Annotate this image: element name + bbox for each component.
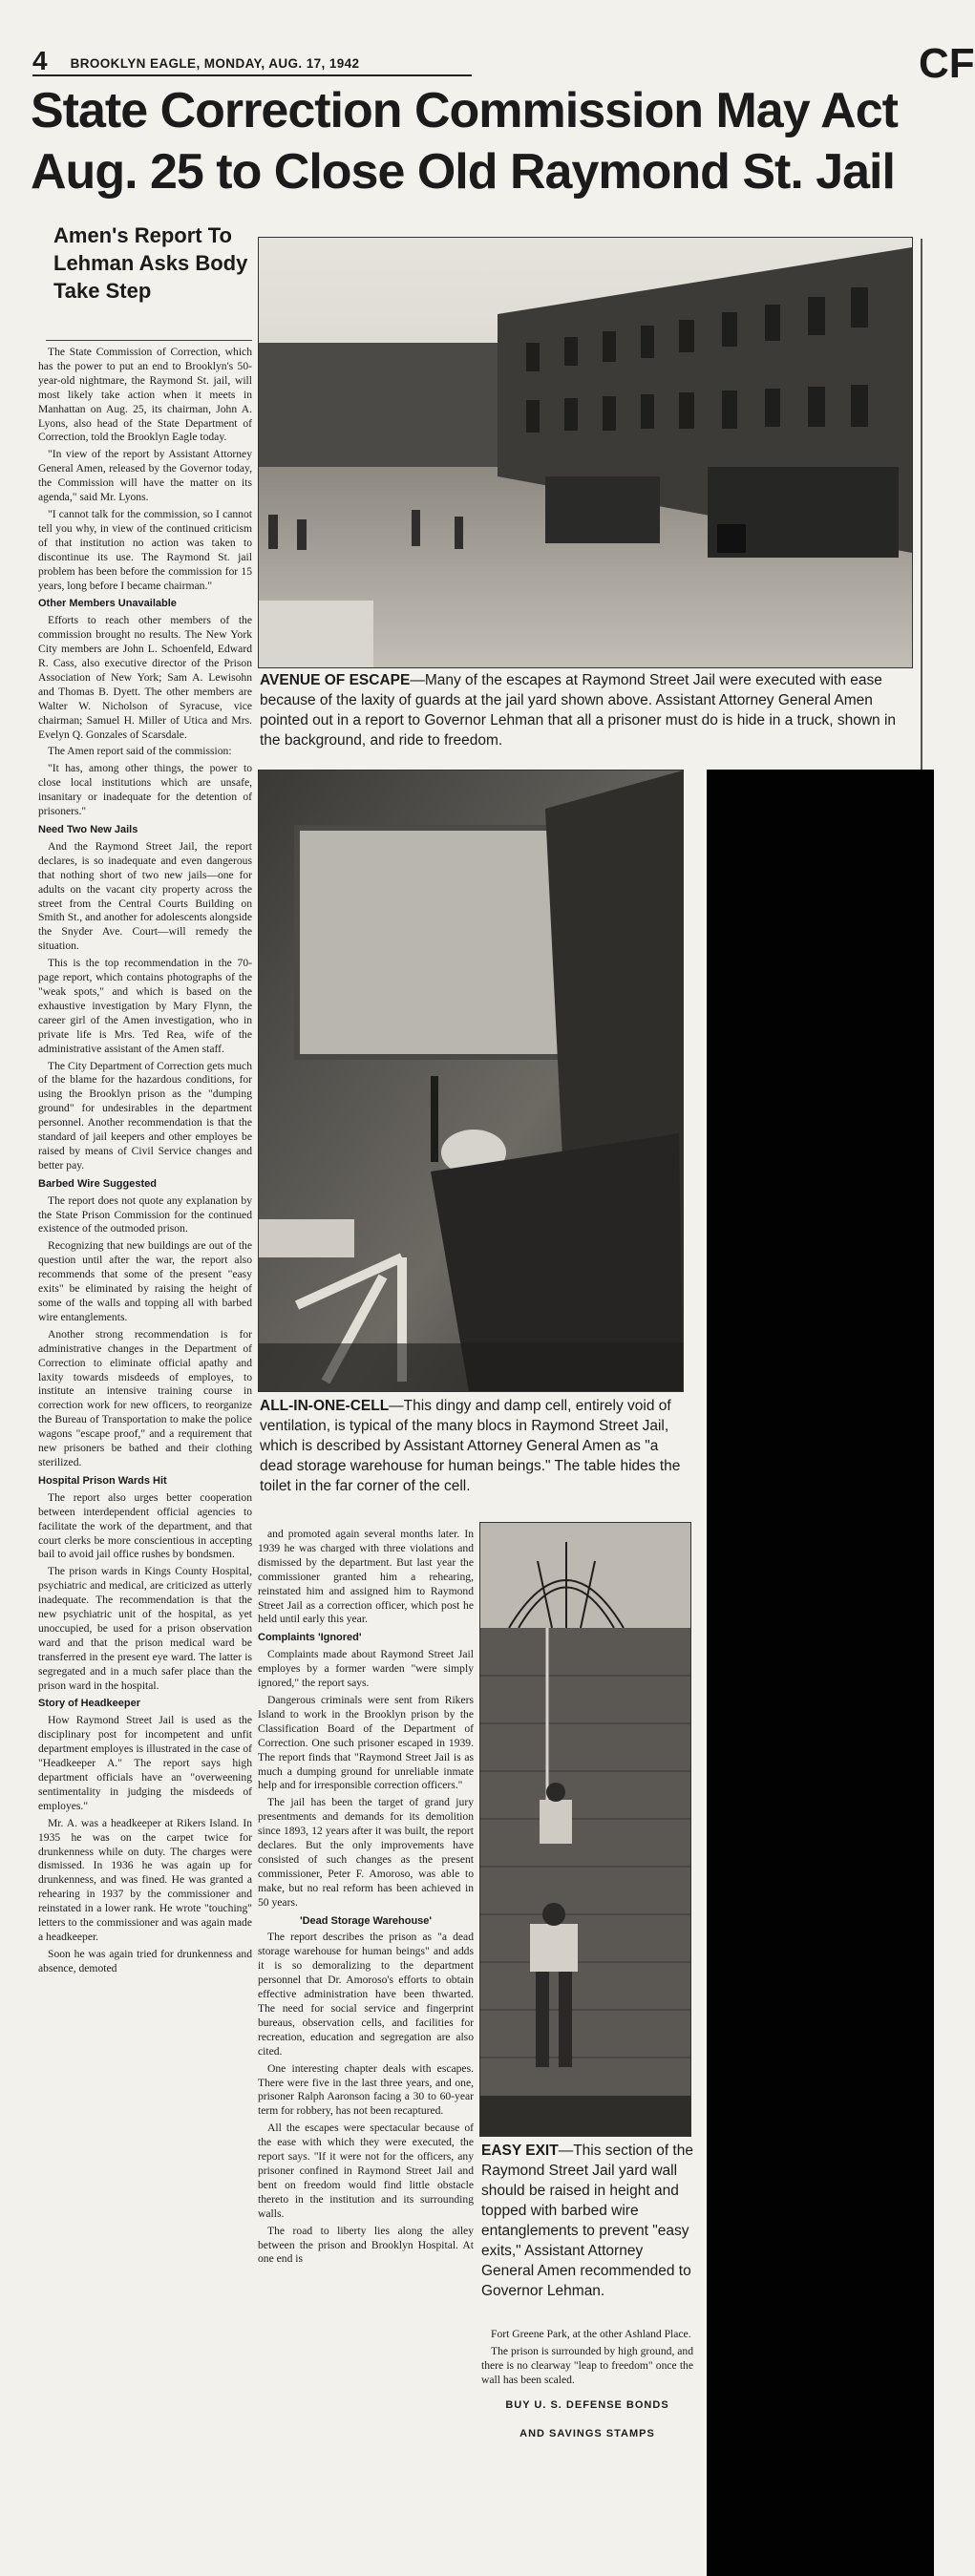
paragraph: And the Raymond Street Jail, the report declares, is so inadequate and even dangerous that nothing short of two new jails—one for adults on the vacant city property across the street from the Central Courts Building on Smith St., and another for adolescents alongside the Snyder Ave. Court—will remedy the situation. — [38, 839, 252, 953]
subhead: Need Two New Jails — [38, 824, 138, 835]
paragraph: Mr. A. was a headkeeper at Rikers Island. In 1935 he was on the carpet twice for drunkenness while on duty. The charges were dismissed. In 1936 he was again up for drunkenness, and was fined. He was granted a rehearing in 1937 by the commissioner and reinstated in a lower rank. He wrote "touching" letters to the commissioner and was again made a headkeeper. — [38, 1816, 252, 1943]
caption-lead: AVENUE OF ESCAPE — [260, 672, 411, 688]
folio-line: BROOKLYN EAGLE, MONDAY, AUG. 17, 1942 — [70, 56, 360, 71]
caption-text: —Many of the escapes at Raymond Street Jail were executed with ease because of the laxity of guards at the jail yard shown above. Assistant Attorney General Amen pointed out in a report to Governor Lehman that all a prisoner must do is hide in a truck, shown in the background, and ride to freedom. — [260, 672, 897, 749]
page-number: 4 — [32, 46, 48, 75]
paragraph: The State Commission of Correction, which has the power to put an end to Brooklyn's 50-year-old nightmare, the Raymond St. jail, will most likely take action when it meets in Manhattan on Aug. 25, its chairman, John A. Lyons, also head of the State Department of Correction, told the Brooklyn Eagle today. — [38, 346, 252, 444]
headline-line-2: Aug. 25 to Close Old Raymond St. Jail — [31, 144, 895, 200]
paragraph: Complaints made about Raymond Street Jail employes by a former warden "were simply ignored," the report says. — [258, 1648, 474, 1690]
deck-headline: Amen's Report To Lehman Asks Body Take Step — [53, 223, 248, 303]
bonds-line-2: AND SAVINGS STAMPS — [519, 2427, 655, 2439]
paragraph: Dangerous criminals were sent from Rikers Island to work in the Brooklyn prison by the Classification Board of the Department of Correction. One such prisoner escaped in 1939. The report finds that "Raymond Street Jail is as much a dumping ground for unreliable inmate help and for irresponsible correction officers." — [258, 1693, 474, 1792]
photo-caption-exit — [481, 2141, 693, 2301]
paragraph: "I cannot talk for the commission, so I cannot tell you why, in view of the continued criticism of that institution no action was taken to discontinue its use. The Raymond St. jail problem has been before the commission for 15 years, long before I became chairman." — [38, 507, 252, 592]
dark-margin-panel — [707, 770, 934, 2576]
paragraph: The jail has been the target of grand jury presentments and demands for its demolition since 1893, 12 years after it was built, the report declares. But the only improvements have consisted of such changes as the present commissioner, Peter F. Amoroso, was able to make, but no real reform has been achieved in 50 years. — [258, 1796, 474, 1909]
paragraph: Recognizing that new buildings are out of the question until after the war, the report also recommends that some of the present "easy exits" be eliminated by raising the height of some of the walls and topping all with barbed wire entanglements. — [38, 1239, 252, 1323]
subhead: Barbed Wire Suggested — [38, 1177, 157, 1190]
paragraph: Efforts to reach other members of the commission brought no results. The New York City members are John L. Schoenfeld, Edward R. Cass, also executive director of the Prison Association of New York; Sam A. Lewisohn and Thomas B. Dyett. The other members are Walter W. Nicholson of Syracuse, vice chairman; Samuel H. Miller of Utica and Mrs. Evelyn Q. Gonzales of Scarsdale. — [38, 614, 252, 741]
photo-caption-cell — [260, 1396, 686, 1496]
photo-caption-escape — [260, 670, 909, 750]
subhead: Hospital Prison Wards Hit — [38, 1474, 167, 1487]
paragraph: The prison wards in Kings County Hospital, psychiatric and medical, are criticized as utterly inadequate. The recommendation is that the new psychiatric unit of the hospital, as yet unoccupied, be used for a prison observation ward and that the prison medical ward be transferred in the present eye ward. The latter is segregated and in a much safer place than the prison ward in the hospital. — [38, 1565, 252, 1692]
article-column-2 — [258, 1528, 474, 2535]
paragraph: The prison is surrounded by high ground, and there is no clearway "leap to freedom" once the wall has been scaled. — [481, 2344, 693, 2386]
paragraph: Soon he was again tried for drunkenness and absence, demoted — [38, 1947, 252, 1974]
caption-text: —This section of the Raymond Street Jail yard wall should be raised in height and topped with barbed wire entanglements to prevent "easy exits," Assistant Attorney General Amen recommended to Governor Lehman. — [481, 2143, 693, 2299]
paragraph: This is the top recommendation in the 70-page report, which contains photographs of the "weak spots," and which is based on the exhaustive investigation by Mary Flynn, the career girl of the Amen investigation, who in private life is Mrs. Ted Rea, wife of the administrative assistant of the Amen staff. — [38, 957, 252, 1055]
paragraph: Another strong recommendation is for administrative changes in the Department of Correction to eliminate official apathy and laxity towards misdeeds of employes, to institute an intensive training course in correction work for new officers, to reorganize the Bureau of Transportation to make the police wagons "escape proof," and a requirement that new prisoners be bathed and their clothing sterilized. — [38, 1327, 252, 1468]
paragraph: The report also urges better cooperation between interdependent official agencies to facilitate the work of the department, and that court clerks be more conscientious in accepting bail to avoid jail office rushes by bondsmen. — [38, 1490, 252, 1561]
jail-wall-photo — [479, 1522, 691, 2137]
article-column-1 — [38, 346, 252, 2570]
article-column-2-continued — [481, 2328, 693, 2576]
paragraph: "In view of the report by Assistant Attorney General Amen, released by the Governor today, the Commission will have the matter on its agenda," said Mr. Lyons. — [38, 448, 252, 504]
paragraph: The report does not quote any explanation by the State Prison Commission for the continued existence of the outmoded prison. — [38, 1193, 252, 1235]
deck-rule — [46, 340, 252, 341]
jail-yard-photo — [258, 237, 913, 668]
caption-lead: ALL-IN-ONE-CELL — [260, 1398, 390, 1414]
subhead: Story of Headkeeper — [38, 1698, 140, 1710]
paragraph: All the escapes were spectacular because of the ease with which they were executed, the report says. "If it were not for the officers, any prisoner confined in Raymond Street Jail and bent on freedom would find little obstacle thereto in the institution and its surrounding walls. — [258, 2122, 474, 2220]
subhead: Complaints 'Ignored' — [258, 1632, 362, 1644]
page-header — [32, 42, 472, 76]
jail-cell-photo-icon — [259, 771, 683, 1391]
defense-bonds-slug — [481, 2391, 693, 2448]
adjacent-column-edge: CF — [919, 40, 975, 87]
headline-line-1: State Correction Commission May Act — [31, 83, 898, 138]
paragraph: The City Department of Correction gets much of the blame for the hazardous conditions, for using the Brooklyn prison as the "dumping ground" for undesirables in the department personnel. Another recommendation is that the standard of jail keepers and other employes be raised by means of Civil Service changes and better pay. — [38, 1059, 252, 1172]
paragraph: Fort Greene Park, at the other Ashland Place. — [491, 2328, 691, 2340]
paragraph: The report describes the prison as "a dead storage warehouse for human beings" and adds it is so demoralizing to the department personnel that Dr. Amoroso's efforts to obtain effective administration have been thwarted. The need for social service and fingerprint bureaus, observation cells, and facilities for recreation, education and segregation are also cited. — [258, 1931, 474, 2058]
jail-yard-photo-icon — [259, 238, 912, 667]
jail-cell-photo — [258, 770, 684, 1392]
subhead: Other Members Unavailable — [38, 598, 177, 610]
caption-lead: EASY EXIT — [481, 2143, 559, 2159]
headline — [31, 80, 919, 202]
jail-wall-photo-icon — [480, 1523, 690, 2136]
paragraph: One interesting chapter deals with escapes. There were five in the last three years, and one, prisoner Ralph Aaronson facing a 30 to 60-year term for robbery, has not been recaptured. — [258, 2061, 474, 2118]
caption-text: —This dingy and damp cell, entirely void of ventilation, is typical of the many blocs in Raymond Street Jail, which is described by Assistant Attorney General Amen as "a dead storage warehouse for human beings." The table hides the toilet in the far corner of the cell. — [260, 1398, 681, 1494]
subhead: 'Dead Storage Warehouse' — [299, 1914, 433, 1927]
paragraph: "It has, among other things, the power to close local institutions which are unsafe, insanitary or inadequate for the detention of prisoners." — [38, 762, 252, 818]
paragraph: The road to liberty lies along the alley between the prison and Brooklyn Hospital. At one end is — [258, 2224, 474, 2266]
paragraph: The Amen report said of the commission: — [48, 745, 232, 758]
paragraph: and promoted again several months later. In 1939 he was charged with three violations and dismissed by the department. But last year the commissioner granted him a rehearing, reinstated him and assigned him to Raymond Street Jail as a correction officer, which post he held until early this year. — [258, 1528, 474, 1626]
paragraph: How Raymond Street Jail is used as the disciplinary post for incompetent and unfit department employes is illustrated in the case of "Headkeeper A." The report says high department officials have an "overweening sentimentality in judging the misdeeds of employes." — [38, 1714, 252, 1812]
bonds-line-1: BUY U. S. DEFENSE BONDS — [505, 2398, 669, 2411]
